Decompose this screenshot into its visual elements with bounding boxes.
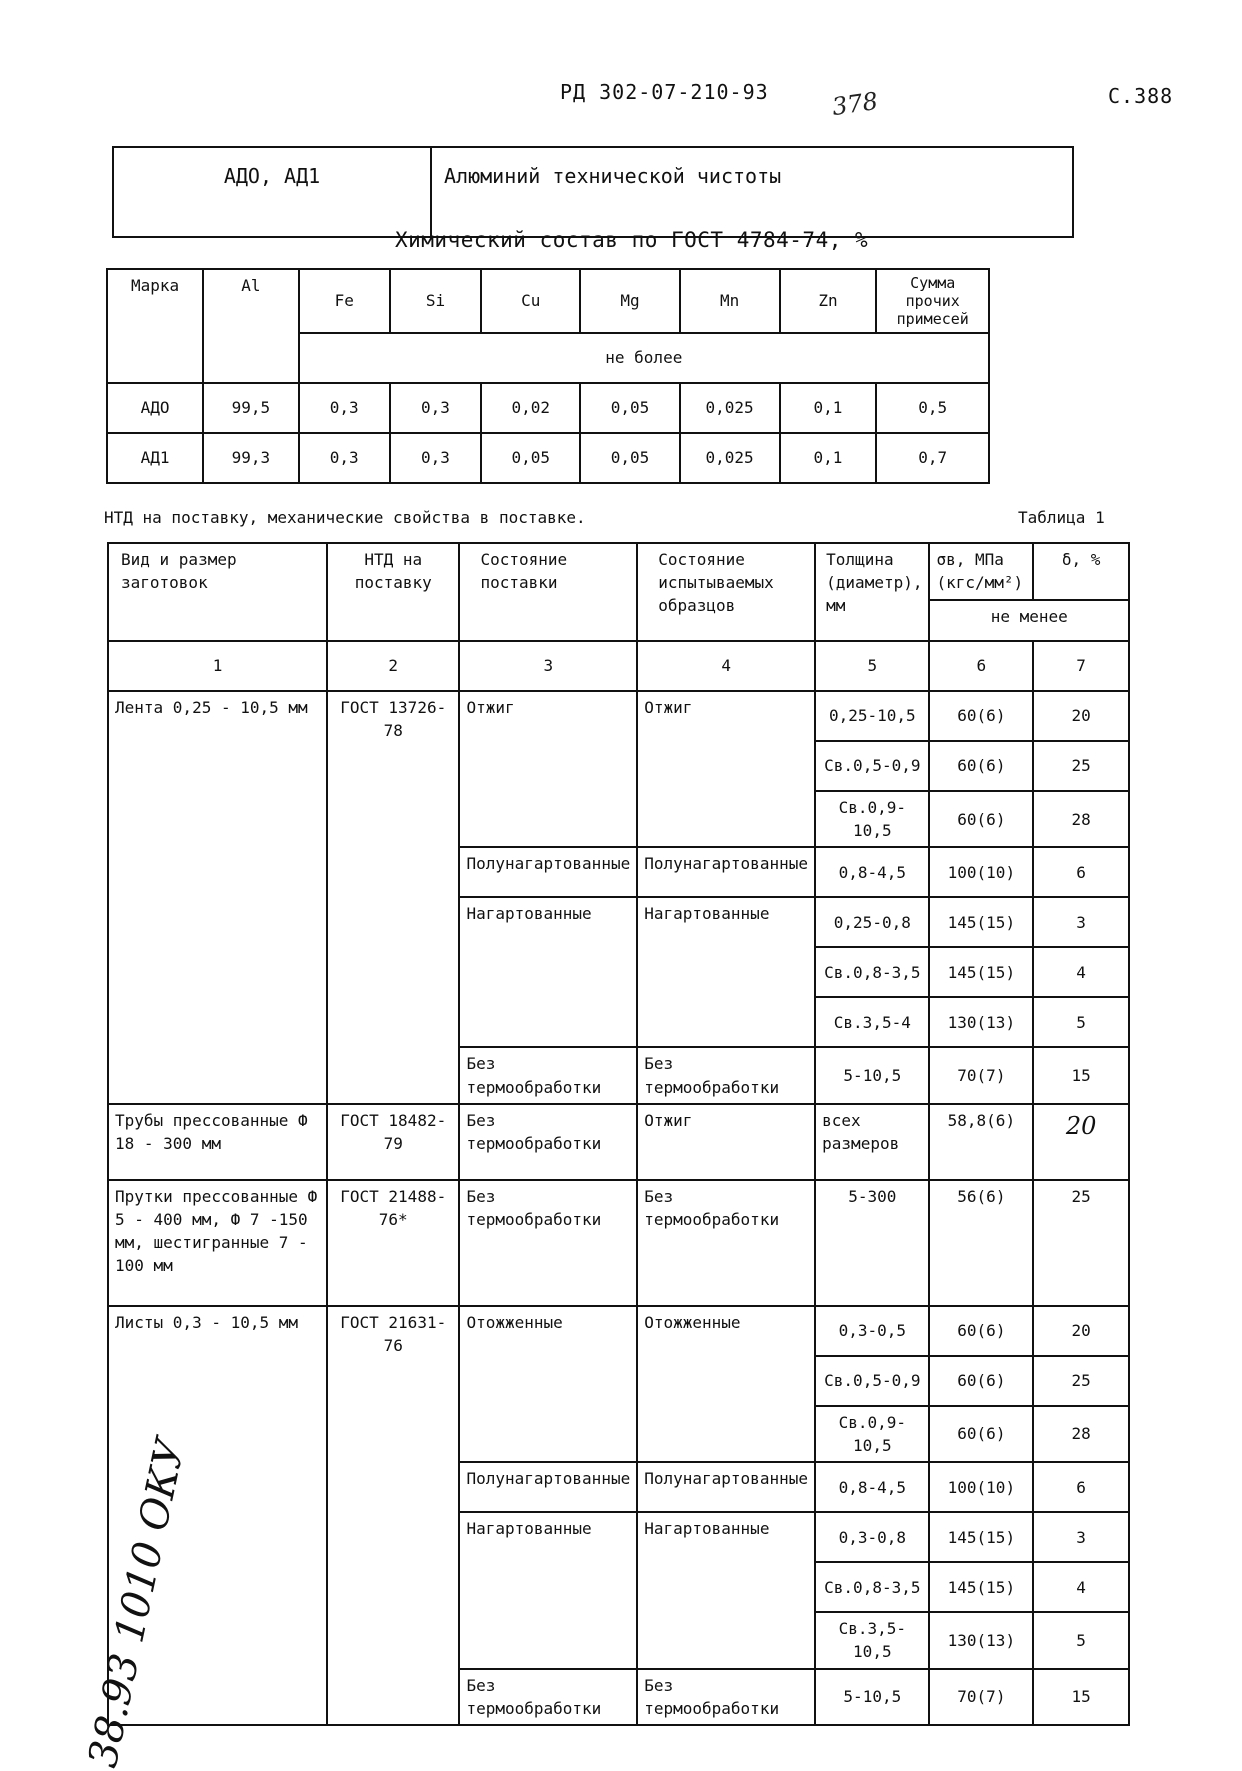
- supply-state-cell: Без термообработки: [459, 1047, 637, 1103]
- thickness-cell: всех размеров: [815, 1104, 929, 1180]
- chem-cell: 0,3: [299, 433, 390, 483]
- test-state-cell: Нагартованные: [637, 897, 815, 1047]
- handwritten-page-mark: 378: [830, 86, 880, 122]
- header-supply-state: Состояние поставки: [459, 543, 637, 641]
- header-min-label: не менее: [929, 600, 1129, 641]
- chem-cell: 0,3: [390, 433, 481, 483]
- supply-state-cell: Полунагартованные: [459, 847, 637, 897]
- elongation-cell: 25: [1033, 1180, 1129, 1306]
- column-number: 6: [929, 641, 1033, 691]
- thickness-cell: 5-10,5: [815, 1047, 929, 1103]
- elongation-cell: 4: [1033, 947, 1129, 997]
- test-state-cell: Нагартованные: [637, 1512, 815, 1668]
- ntd-cell: ГОСТ 18482-79: [327, 1104, 459, 1180]
- chem-cell: АД1: [107, 433, 203, 483]
- elongation-cell: 20: [1033, 1306, 1129, 1356]
- thickness-cell: 0,3-0,8: [815, 1512, 929, 1562]
- strength-cell: 70(7): [929, 1669, 1033, 1725]
- chem-cell: 0,1: [780, 383, 877, 433]
- elongation-cell: 28: [1033, 1406, 1129, 1462]
- table-row: [108, 1180, 1129, 1306]
- header-elongation: δ, %: [1033, 543, 1129, 600]
- thickness-cell: Св.0,8-3,5: [815, 947, 929, 997]
- thickness-cell: Св.0,5-0,9: [815, 741, 929, 791]
- elongation-cell: 15: [1033, 1047, 1129, 1103]
- chem-cell: 99,3: [203, 433, 299, 483]
- supply-state-cell: Отожженные: [459, 1306, 637, 1462]
- chem-cell: 0,1: [780, 433, 877, 483]
- ntd-cell: ГОСТ 21488-76*: [327, 1180, 459, 1306]
- column-number: 4: [637, 641, 815, 691]
- chem-cell: 0,025: [680, 433, 780, 483]
- alloy-grades: АДО, АД1: [113, 147, 431, 237]
- thickness-cell: 5-10,5: [815, 1669, 929, 1725]
- chem-cell: 0,3: [390, 383, 481, 433]
- chem-col-header: Si: [390, 269, 481, 333]
- strength-cell: 70(7): [929, 1047, 1033, 1103]
- strength-cell: 60(6): [929, 1406, 1033, 1462]
- document-code: РД 302-07-210-93: [560, 80, 769, 104]
- supply-state-cell: Отжиг: [459, 691, 637, 847]
- chem-cell: 0,05: [580, 383, 679, 433]
- thickness-cell: Св.3,5-10,5: [815, 1612, 929, 1668]
- test-state-cell: Отжиг: [637, 691, 815, 847]
- strength-cell: 60(6): [929, 1356, 1033, 1406]
- column-number: 3: [459, 641, 637, 691]
- test-state-cell: Без термообработки: [637, 1180, 815, 1306]
- strength-cell: 58,8(6): [929, 1104, 1033, 1180]
- test-state-cell: Полунагартованные: [637, 1462, 815, 1512]
- chem-cell: 99,5: [203, 383, 299, 433]
- chem-cell: 0,02: [481, 383, 580, 433]
- ntd-cell: ГОСТ 13726-78: [327, 691, 459, 1104]
- test-state-cell: Отожженные: [637, 1306, 815, 1462]
- elongation-cell: 3: [1033, 897, 1129, 947]
- test-state-cell: Без термообработки: [637, 1047, 815, 1103]
- elongation-cell: 6: [1033, 847, 1129, 897]
- column-number: 5: [815, 641, 929, 691]
- header-ntd: НТД на поставку: [327, 543, 459, 641]
- supply-state-cell: Полунагартованные: [459, 1462, 637, 1512]
- strength-cell: 145(15): [929, 1512, 1033, 1562]
- supply-state-cell: Нагартованные: [459, 1512, 637, 1668]
- elongation-cell: 15: [1033, 1669, 1129, 1725]
- table-row: [108, 1306, 1129, 1356]
- strength-cell: 60(6): [929, 1306, 1033, 1356]
- column-number: 2: [327, 641, 459, 691]
- header-test-state: Состояние испытываемых образцов: [637, 543, 815, 641]
- title-box: [112, 146, 1074, 238]
- header-thickness: Толщина (диаметр), мм: [815, 543, 929, 641]
- table-row: [108, 1104, 1129, 1180]
- thickness-cell: 0,25-0,8: [815, 897, 929, 947]
- chem-col-header: Fe: [299, 269, 390, 333]
- elongation-cell: 20: [1033, 691, 1129, 741]
- chem-cell: 0,05: [481, 433, 580, 483]
- product-cell: Прутки прессованные Ф 5 - 400 мм, Ф 7 -150 мм, шестигранные 7 - 100 мм: [108, 1180, 327, 1306]
- thickness-cell: 0,8-4,5: [815, 1462, 929, 1512]
- thickness-cell: Св.3,5-4: [815, 997, 929, 1047]
- product-cell: Лента 0,25 - 10,5 мм: [108, 691, 327, 1104]
- thickness-cell: Св.0,8-3,5: [815, 1562, 929, 1612]
- column-number: 1: [108, 641, 327, 691]
- chem-cell: 0,7: [876, 433, 989, 483]
- column-number: 7: [1033, 641, 1129, 691]
- elongation-cell-handwritten: 20: [1033, 1104, 1129, 1180]
- chem-cell: АДО: [107, 383, 203, 433]
- chem-col-header: Al: [203, 269, 299, 383]
- chem-col-header: Марка: [107, 269, 203, 383]
- elongation-cell: 5: [1033, 997, 1129, 1047]
- chemical-composition-table: [106, 268, 990, 484]
- test-state-cell: Без термообработки: [637, 1669, 815, 1725]
- elongation-cell: 25: [1033, 1356, 1129, 1406]
- thickness-cell: Св.0,9-10,5: [815, 791, 929, 847]
- material-name: Алюминий технической чистоты: [431, 147, 1073, 237]
- strength-cell: 56(6): [929, 1180, 1033, 1306]
- supply-state-cell: Без термообработки: [459, 1669, 637, 1725]
- test-state-cell: Отжиг: [637, 1104, 815, 1180]
- chem-col-header: Mn: [680, 269, 780, 333]
- table-number: Таблица 1: [1018, 508, 1105, 527]
- handwritten-margin-note: 38.93 1010 ОКУ: [79, 1434, 195, 1771]
- strength-cell: 145(15): [929, 947, 1033, 997]
- chem-limit-label: не более: [299, 333, 989, 383]
- mechanical-properties-table: [107, 542, 1130, 1726]
- elongation-cell: 28: [1033, 791, 1129, 847]
- supply-state-cell: Без термообработки: [459, 1180, 637, 1306]
- chem-cell: 0,05: [580, 433, 679, 483]
- chem-cell: 0,5: [876, 383, 989, 433]
- test-state-cell: Полунагартованные: [637, 847, 815, 897]
- thickness-cell: Св.0,9-10,5: [815, 1406, 929, 1462]
- thickness-cell: 0,25-10,5: [815, 691, 929, 741]
- chem-col-header: Cu: [481, 269, 580, 333]
- product-cell: Трубы прессованные Ф 18 - 300 мм: [108, 1104, 327, 1180]
- strength-cell: 145(15): [929, 1562, 1033, 1612]
- chem-cell: 0,025: [680, 383, 780, 433]
- strength-cell: 60(6): [929, 791, 1033, 847]
- page-number: С.388: [1108, 84, 1174, 108]
- strength-cell: 60(6): [929, 741, 1033, 791]
- elongation-cell: 25: [1033, 741, 1129, 791]
- strength-cell: 145(15): [929, 897, 1033, 947]
- header-product: Вид и размер заготовок: [108, 543, 327, 641]
- chem-col-header: Mg: [580, 269, 679, 333]
- strength-cell: 60(6): [929, 691, 1033, 741]
- strength-cell: 130(13): [929, 997, 1033, 1047]
- chem-col-header: Сумма прочих примесей: [876, 269, 989, 333]
- mech-table-caption: НТД на поставку, механические свойства в поставке.: [104, 508, 586, 527]
- supply-state-cell: Без термообработки: [459, 1104, 637, 1180]
- chem-header-row: [107, 269, 989, 333]
- ntd-cell: ГОСТ 21631-76: [327, 1306, 459, 1725]
- supply-state-cell: Нагартованные: [459, 897, 637, 1047]
- chem-cell: 0,3: [299, 383, 390, 433]
- elongation-cell: 5: [1033, 1612, 1129, 1668]
- strength-cell: 100(10): [929, 847, 1033, 897]
- thickness-cell: 5-300: [815, 1180, 929, 1306]
- product-cell: Листы 0,3 - 10,5 мм: [108, 1306, 327, 1725]
- table-row: [108, 691, 1129, 741]
- chem-row: [107, 383, 989, 433]
- column-number-row: [108, 641, 1129, 691]
- elongation-cell: 4: [1033, 1562, 1129, 1612]
- chem-table-title: Химический состав по ГОСТ 4784-74, %: [395, 228, 869, 252]
- elongation-cell: 3: [1033, 1512, 1129, 1562]
- chem-col-header: Zn: [780, 269, 877, 333]
- thickness-cell: 0,8-4,5: [815, 847, 929, 897]
- elongation-cell: 6: [1033, 1462, 1129, 1512]
- mech-header-row: [108, 543, 1129, 600]
- strength-cell: 130(13): [929, 1612, 1033, 1668]
- header-strength: σв, МПа (кгс/мм²): [929, 543, 1033, 600]
- strength-cell: 100(10): [929, 1462, 1033, 1512]
- thickness-cell: 0,3-0,5: [815, 1306, 929, 1356]
- thickness-cell: Св.0,5-0,9: [815, 1356, 929, 1406]
- chem-row: [107, 433, 989, 483]
